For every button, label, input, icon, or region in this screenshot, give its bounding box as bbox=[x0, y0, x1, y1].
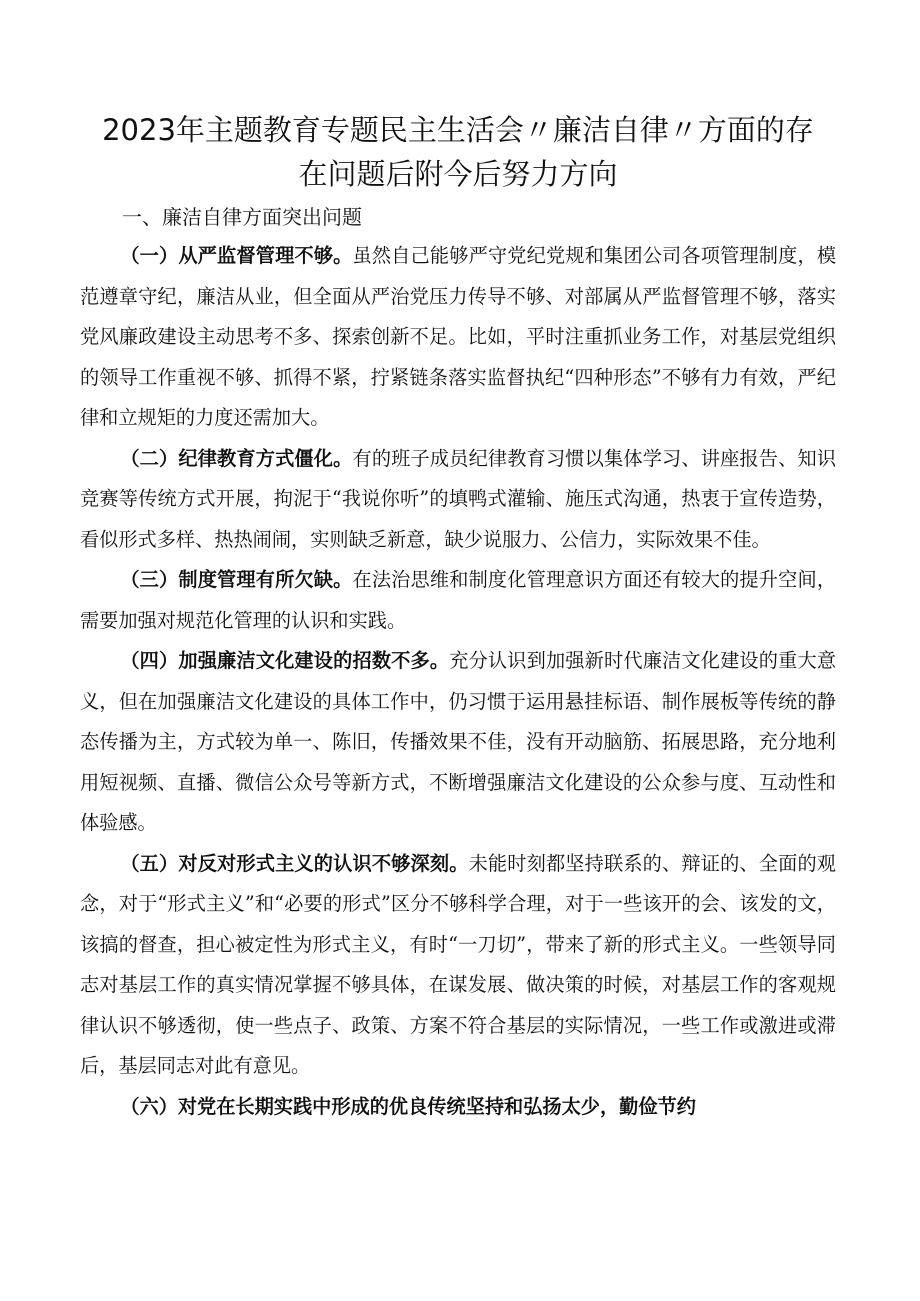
paragraph-body: 充分认识到加强新时代廉洁文化建设的重大意义，但在加强廉洁文化建设的具体工作中，仍习惯于运用悬挂标语、制作展板等传统的静态传播为主，方式较为单一、陈旧，传播效果不佳，没有开动脑筋、拓展思路，充分地利用短视频、直播、微信公众号等新方式，不断增强廉洁文化建设的公众参与度、互动性和体验感。 bbox=[80, 649, 837, 834]
title-line-1: 2023年主题教育专题民主生活会〃廉洁自律〃方面的存 bbox=[102, 113, 814, 147]
document-title bbox=[80, 108, 836, 196]
paragraph-body: 未能时刻都坚持联系的、辩证的、全面的观念，对于“形式主义”和“必要的形式”区分不够科学合理，对于一些该开的会、该发的文，该搞的督查，担心被定性为形式主义，有时“一刀切”，带来了新的形式主义。一些领导同志对基层工作的真实情况掌握不够具体，在谋发展、做决策的时候，对基层工作的客观规律认识不够透彻，使一些点子、政策、方案不符合基层的实际情况，一些工作或激进或滞后，基层同志对此有意见。 bbox=[80, 851, 836, 1077]
paragraph-body: 在法治思维和制度化管理意识方面还有较大的提升空间，需要加强对规范化管理的认识和实践。 bbox=[80, 568, 837, 632]
paragraph-5 bbox=[80, 844, 836, 1087]
paragraph-3 bbox=[80, 560, 836, 641]
paragraph-body: 有的班子成员纪律教育习惯以集体学习、讲座报告、知识竞赛等传统方式开展，拘泥于“我说你听”的填鸭式灌输、施压式沟通，热衷于宣传造势，看似形式多样、热热闹闹，实则缺乏新意，缺少说服力、公信力，实际效果不佳。 bbox=[80, 446, 837, 551]
paragraph-lead: （一）从严监督管理不够。 bbox=[120, 244, 353, 267]
paragraph-lead: （六）对党在长期实践中形成的优良传统坚持和弘扬太少，勤俭节约 bbox=[120, 1094, 696, 1118]
paragraph-body: 虽然自己能够严守党纪党规和集团公司各项管理制度，模范遵章守纪，廉洁从业，但全面从严治党压力传导不够、对部属从严监督管理不够，落实党风廉政建设主动思考不多、探索创新不足。比如，平时注重抓业务工作，对基层党组织的领导工作重视不够、抓得不紧，拧紧链条落实监督执纪“四种形态”不够有力有效，严纪律和立规矩的力度还需加大。 bbox=[80, 244, 837, 429]
paragraph-lead: （五）对反对形式主义的认识不够深刻。 bbox=[120, 851, 469, 875]
paragraph-6 bbox=[80, 1087, 836, 1128]
paragraph-lead: （三）制度管理有所欠缺。 bbox=[120, 568, 353, 591]
paragraph-1 bbox=[80, 236, 836, 439]
title-line-2: 在问题后附今后努力方向 bbox=[298, 157, 618, 191]
paragraph-2 bbox=[80, 439, 836, 561]
paragraph-4 bbox=[80, 641, 836, 844]
paragraph-lead: （二）纪律教育方式僵化。 bbox=[120, 446, 353, 470]
paragraph-lead: （四）加强廉洁文化建设的招数不多。 bbox=[120, 649, 450, 672]
section-heading: 一、廉洁自律方面突出问题 bbox=[122, 205, 362, 229]
